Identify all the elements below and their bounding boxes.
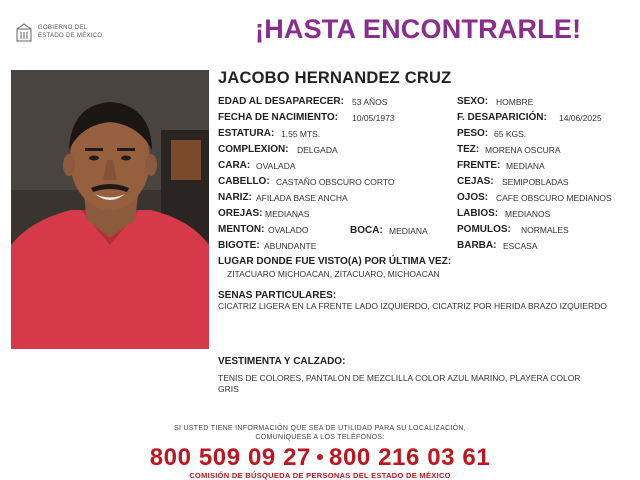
eyebrows-label: CEJAS: xyxy=(457,176,494,187)
phone-numbers xyxy=(0,444,640,472)
age-label: EDAD AL DESAPARECER: xyxy=(218,96,344,107)
hair-label: CABELLO: xyxy=(218,176,270,187)
org-line-1: GOBIERNO DEL xyxy=(38,25,88,31)
hair-value: CASTAÑO OBSCURO CORTO xyxy=(276,177,395,187)
nose-value: AFILADA BASE ANCHA xyxy=(256,193,348,203)
lips-label: LABIOS: xyxy=(457,208,499,219)
mouth-label: BOCA: xyxy=(350,225,383,236)
marks-label: SENAS PARTICULARES: xyxy=(218,290,337,301)
disappearance-date-value: 14/06/2025 xyxy=(559,113,602,123)
chin-label: MENTON: xyxy=(218,224,265,235)
last-seen-value: ZITACUARO MICHOACAN, ZITACUARO, MICHOACAN xyxy=(227,269,440,279)
marks-value: CICATRIZ LIGERA EN LA FRENTE LADO IZQUIERDO, CICATRIZ POR HERIDA BRAZO IZQUIERDO xyxy=(218,301,607,311)
contact-instructions xyxy=(0,424,640,442)
org-line-2: ESTADO DE MÉXICO xyxy=(38,33,103,39)
complexion-label: TEZ: xyxy=(457,144,480,155)
last-seen-label: LUGAR DONDE FUE VISTO(A) POR ÚLTIMA VEZ: xyxy=(218,256,452,267)
forehead-value: MEDIANA xyxy=(506,161,545,171)
lips-value: MEDIANOS xyxy=(505,209,551,219)
moustache-label: BIGOTE: xyxy=(218,240,260,251)
person-name: JACOBO HERNANDEZ CRUZ xyxy=(218,69,452,87)
complexion-value: MORENA OSCURA xyxy=(485,145,561,155)
birthdate-value: 10/05/1973 xyxy=(352,113,395,123)
eyes-value: CAFE OBSCURO MEDIANOS xyxy=(496,193,612,203)
separator-dot-icon xyxy=(317,454,323,460)
eyebrows-value: SEMIPOBLADAS xyxy=(502,177,569,187)
disappearance-date-label: F. DESAPARICIÓN: xyxy=(457,112,547,123)
clothing-label: VESTIMENTA Y CALZADO: xyxy=(218,356,346,367)
height-value: 1.55 MTS. xyxy=(281,129,321,139)
ears-label: OREJAS: xyxy=(218,208,263,219)
contact-instructions-line-2: COMUNÍQUESE A LOS TELÉFONOS: xyxy=(255,434,385,441)
age-value: 53 AÑOS xyxy=(352,97,388,107)
height-label: ESTATURA: xyxy=(218,128,275,139)
moustache-value: ABUNDANTE xyxy=(264,241,317,251)
phone-number-2: 800 216 03 61 xyxy=(329,444,491,471)
ears-value: MEDIANAS xyxy=(265,209,310,219)
forehead-label: FRENTE: xyxy=(457,160,501,171)
clothing-value: TENIS DE COLORES, PANTALON DE MEZCLILLA COLOR AZUL MARINO, PLAYERA COLOR GRIS xyxy=(218,373,581,394)
beard-label: BARBA: xyxy=(457,240,497,251)
cheekbones-label: POMULOS: xyxy=(457,224,511,235)
build-value: DELGADA xyxy=(297,145,338,155)
chin-value: OVALADO xyxy=(268,225,309,235)
face-label: CARA: xyxy=(218,160,251,171)
weight-value: 65 KGS. xyxy=(494,129,527,139)
birthdate-label: FECHA DE NACIMIENTO: xyxy=(218,112,338,123)
face-value: OVALADA xyxy=(256,161,296,171)
coat-of-arms-icon xyxy=(14,22,34,44)
sex-label: SEXO: xyxy=(457,96,489,107)
government-logo xyxy=(14,22,124,46)
commission-name: COMISIÓN DE BÚSQUEDA DE PERSONAS DEL ESTADO DE MÉXICO xyxy=(189,471,451,480)
phone-number-1: 800 509 09 27 xyxy=(149,444,311,471)
beard-value: ESCASA xyxy=(503,241,538,251)
eyes-label: OJOS: xyxy=(457,192,489,203)
person-photo xyxy=(11,70,209,349)
mouth-value: MEDIANA xyxy=(389,226,428,236)
headline: ¡HASTA ENCONTRARLE! xyxy=(255,14,582,44)
nose-label: NARIZ: xyxy=(218,192,252,203)
weight-label: PESO: xyxy=(457,128,489,139)
cheekbones-value: NORMALES xyxy=(521,225,569,235)
contact-instructions-line-1: SI USTED TIENE INFORMACIÓN QUE SEA DE UTILIDAD PARA SU LOCALIZACIÓN, xyxy=(173,425,467,432)
build-label: COMPLEXION: xyxy=(218,144,289,155)
sex-value: HOMBRE xyxy=(496,97,534,107)
